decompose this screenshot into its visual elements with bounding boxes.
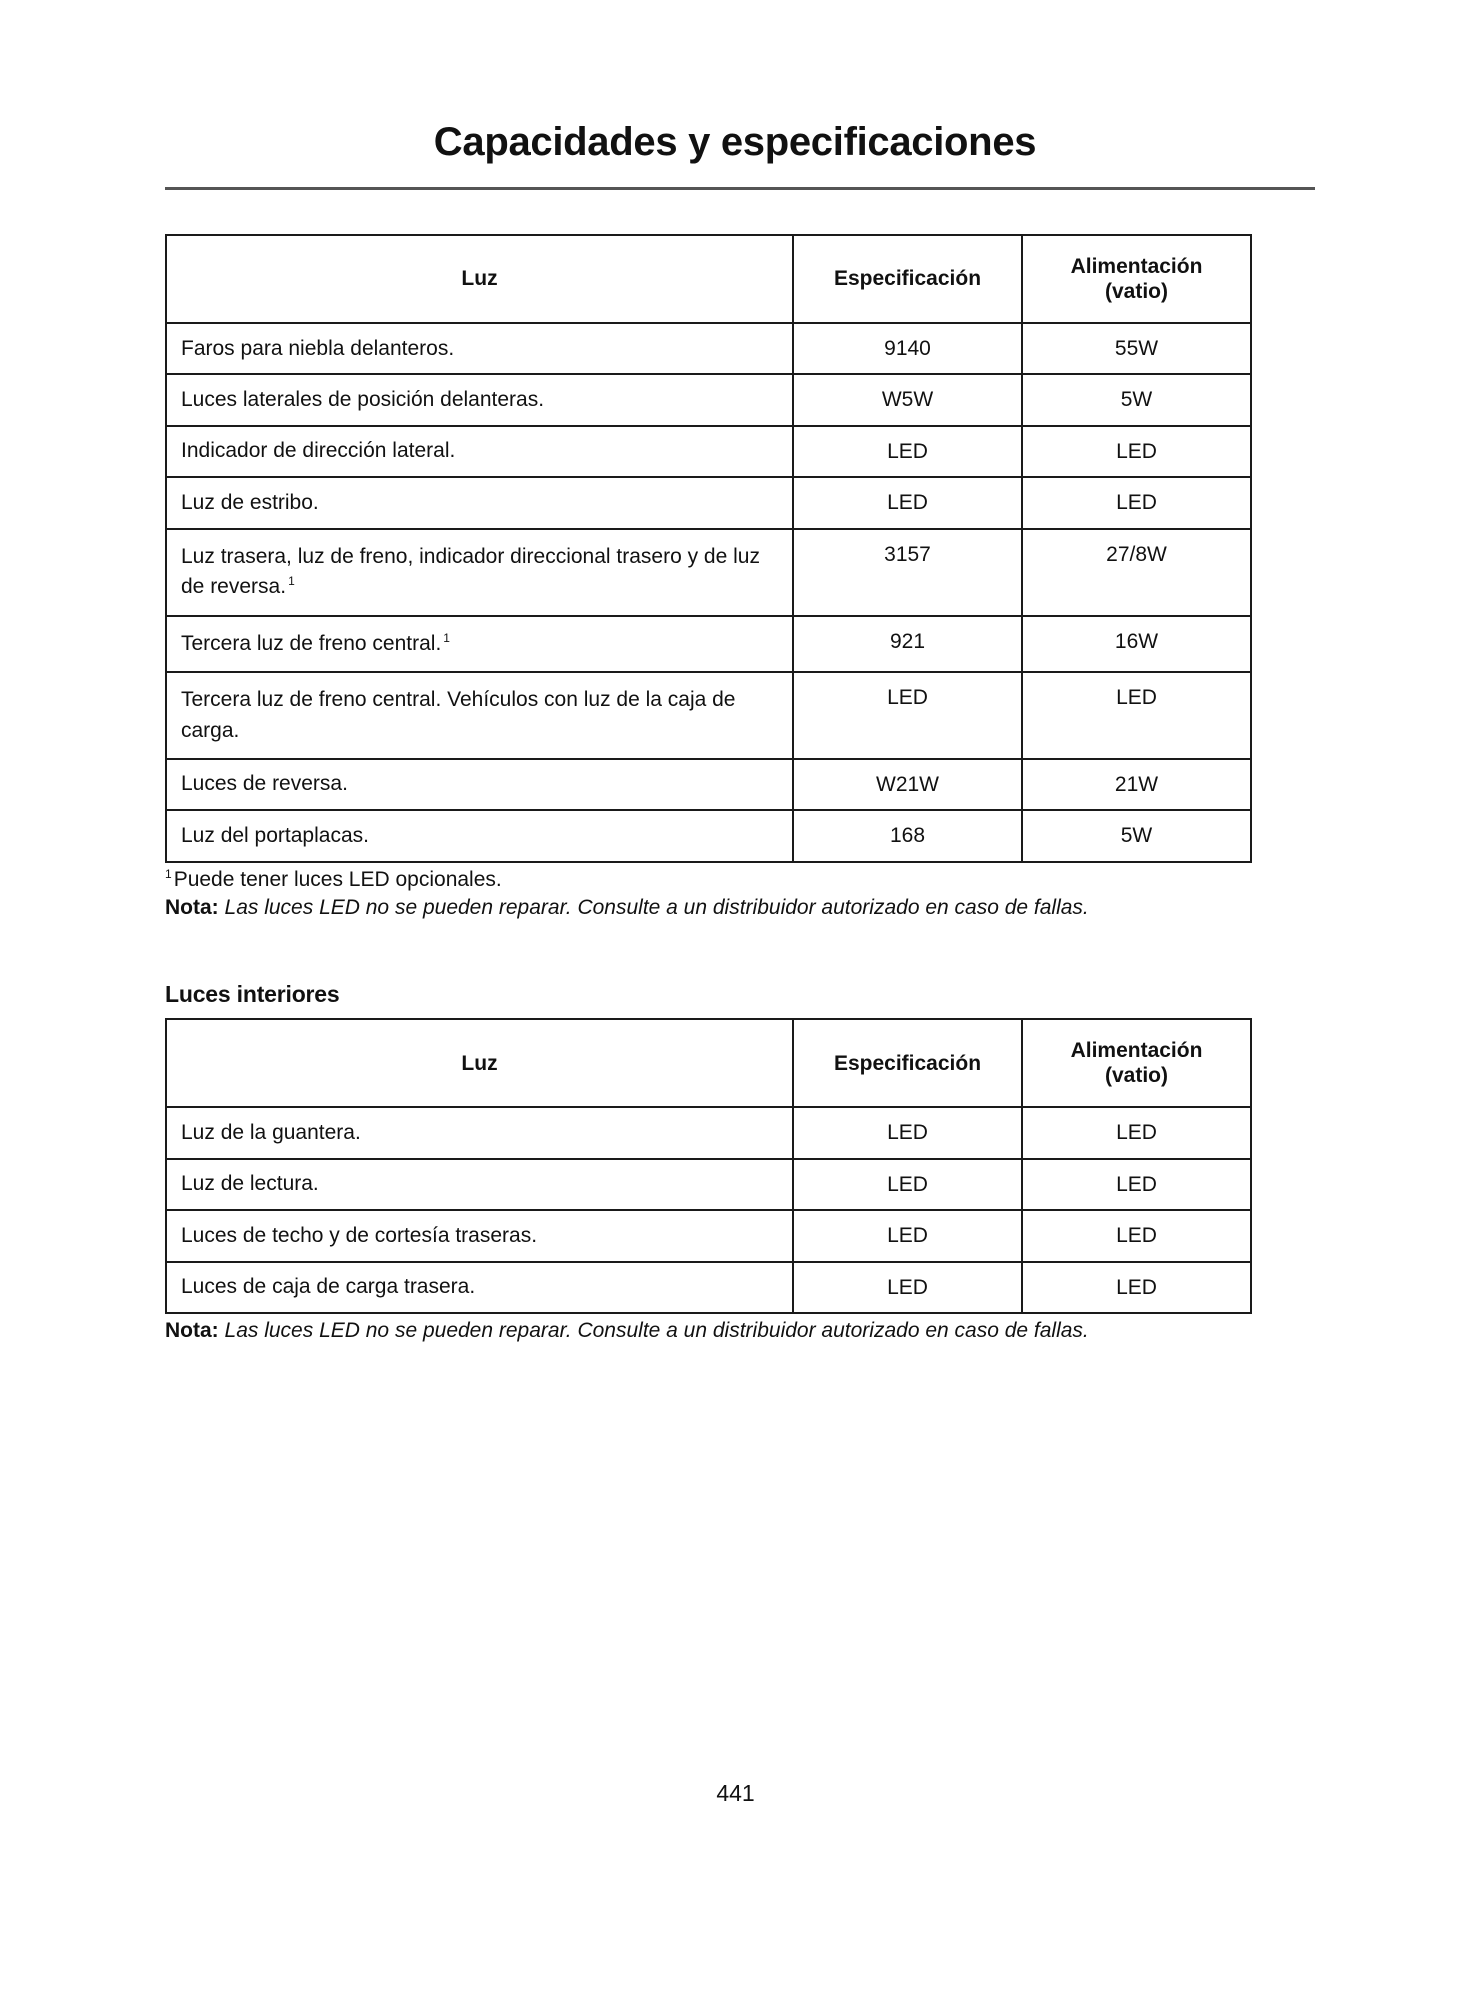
cell-light-name [166,426,793,477]
light-name-text: Tercera luz de freno central. Vehículos con luz de la caja de carga. [181,688,736,742]
exterior-table-body [166,323,1251,862]
cell-spec: 3157 [793,529,1022,616]
column-header-power-line1: Alimentación [1070,254,1203,278]
footnote-marker: 1 [165,866,172,881]
cell-spec: W21W [793,759,1022,810]
cell-power: LED [1022,1107,1251,1158]
cell-power: LED [1022,426,1251,477]
cell-spec: W5W [793,374,1022,425]
table-row [166,759,1251,810]
column-header-power [1022,235,1251,323]
cell-light-name [166,810,793,861]
light-name-text: Luces laterales de posición delanteras. [181,387,545,411]
table-row [166,374,1251,425]
cell-power: 16W [1022,616,1251,672]
note-text: Las luces LED no se pueden reparar. Consulte a un distribuidor autorizado en caso de fallas. [224,895,1089,919]
section-heading-interior-lights: Luces interiores [165,981,340,1008]
cell-power: 5W [1022,810,1251,861]
cell-power: LED [1022,672,1251,759]
page-title: Capacidades y especificaciones [433,120,1037,164]
column-header-power-line2: (vatio) [1105,280,1168,303]
light-name-text: Tercera luz de freno central. [181,631,442,655]
cell-power: 5W [1022,374,1251,425]
light-name-text: Luces de reversa. [181,772,348,796]
light-name-text: Luz de estribo. [181,490,319,514]
cell-light-name: Luz de lectura. [166,1159,793,1210]
table-row [166,1159,1251,1210]
light-name-text: Luz trasera, luz de freno, indicador direccional trasero y de luz de reversa. [181,544,760,599]
page-content [165,120,1315,1345]
cell-spec: LED [793,477,1022,528]
table-row [166,426,1251,477]
cell-power: LED [1022,1210,1251,1261]
cell-light-name [166,323,793,374]
cell-spec: LED [793,1107,1022,1158]
note-label: Nota: [165,1319,219,1342]
cell-spec: LED [793,426,1022,477]
interior-table-body [166,1107,1251,1313]
cell-light-name [166,529,793,616]
table-row [166,529,1251,616]
note-label: Nota: [165,895,219,919]
footnote-marker: 1 [288,574,295,589]
exterior-table-notes [165,866,1220,921]
cell-light-name: Luces de caja de carga trasera. [166,1262,793,1313]
light-name-text: Luz del portaplacas. [181,823,369,847]
table-row [166,616,1251,672]
table-header-row [166,1019,1251,1107]
cell-spec: LED [793,1262,1022,1313]
cell-power: LED [1022,1159,1251,1210]
table-row [166,1262,1251,1313]
cell-spec: LED [793,1159,1022,1210]
cell-light-name [166,477,793,528]
exterior-lights-table [165,234,1252,863]
cell-power: 21W [1022,759,1251,810]
column-header-spec: Especificación [793,1019,1022,1107]
light-name-text: Indicador de dirección lateral. [181,439,456,463]
table-row [166,1210,1251,1261]
cell-power: LED [1022,1262,1251,1313]
cell-power: LED [1022,477,1251,528]
cell-spec: LED [793,672,1022,759]
light-name-text: Faros para niebla delanteros. [181,336,455,360]
footnote [165,866,1220,894]
cell-light-name [166,759,793,810]
column-header-spec: Especificación [793,235,1022,323]
note-text: Las luces LED no se pueden reparar. Consulte a un distribuidor autorizado en caso de fallas. [224,1319,1089,1342]
title-divider [165,187,1315,190]
footnote-text: Puede tener luces LED opcionales. [173,867,502,891]
cell-light-name [166,374,793,425]
cell-spec: 921 [793,616,1022,672]
table-row [166,1107,1251,1158]
column-header-light: Luz [166,235,793,323]
interior-table-head [166,1019,1251,1107]
table-row [166,672,1251,759]
note-paragraph [165,1317,1220,1345]
cell-power: 55W [1022,323,1251,374]
section-spacer [165,921,1315,981]
table-row [166,323,1251,374]
table-row [166,810,1251,861]
cell-light-name: Luces de techo y de cortesía traseras. [166,1210,793,1261]
cell-light-name: Luz de la guantera. [166,1107,793,1158]
table-row [166,477,1251,528]
exterior-table-head [166,235,1251,323]
cell-spec: LED [793,1210,1022,1261]
table-header-row [166,235,1251,323]
cell-light-name [166,672,793,759]
column-header-power-line2: (vatio) [1105,1064,1168,1088]
page-number: 441 [716,1780,755,1806]
cell-power: 27/8W [1022,529,1251,616]
cell-spec: 9140 [793,323,1022,374]
cell-light-name [166,616,793,672]
interior-lights-table [165,1018,1252,1314]
column-header-light: Luz [166,1019,793,1107]
footnote-marker: 1 [443,630,450,645]
note-paragraph [165,894,1220,922]
column-header-power-line1: Alimentación [1070,1039,1203,1063]
interior-table-notes [165,1317,1220,1345]
cell-spec: 168 [793,810,1022,861]
column-header-power [1022,1019,1251,1107]
